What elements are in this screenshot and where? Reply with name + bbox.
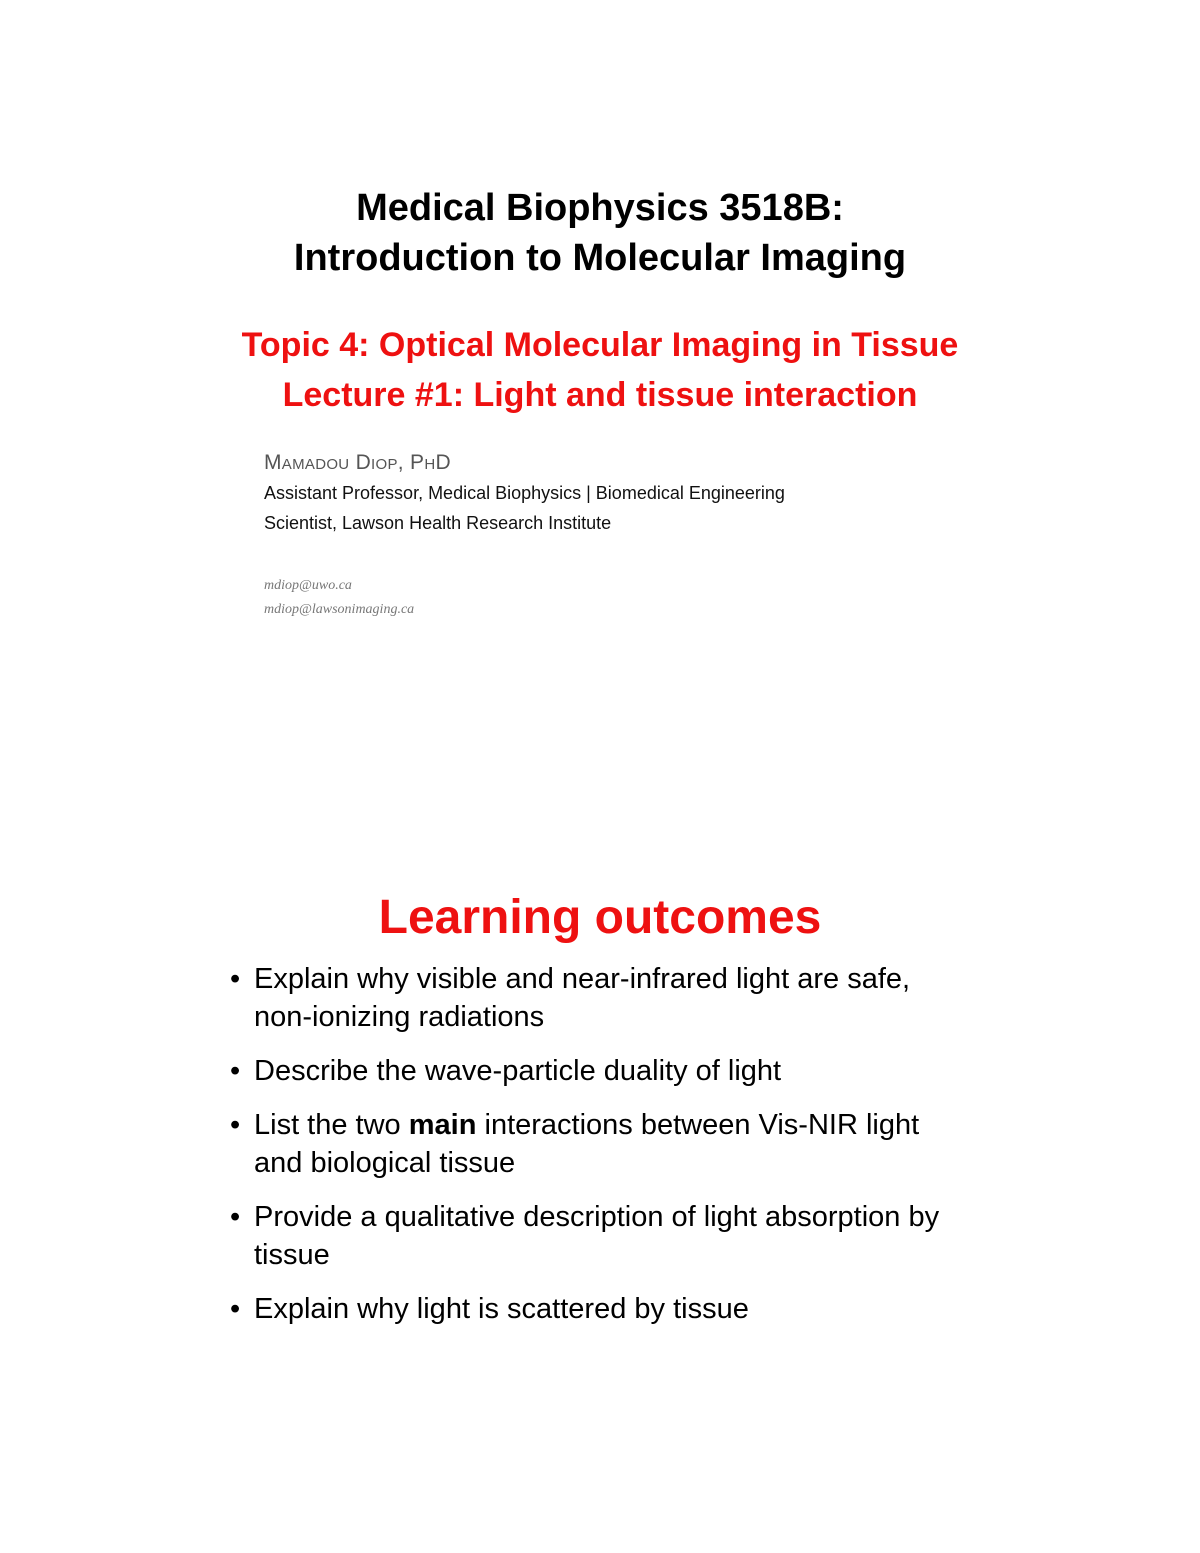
email-list bbox=[264, 574, 1064, 622]
bullet-glyph: • bbox=[230, 1109, 241, 1141]
course-title-line-2: Introduction to Molecular Imaging bbox=[293, 237, 907, 279]
outcome-item bbox=[228, 1106, 948, 1182]
outcome-text: Explain why light is scattered by tissue bbox=[254, 1293, 749, 1325]
outcome-text: Describe the wave-particle duality of light bbox=[254, 1055, 782, 1087]
outcome-item bbox=[228, 1290, 948, 1328]
author-block bbox=[264, 448, 1064, 622]
learning-outcomes-slide bbox=[0, 760, 1200, 1553]
email-2[interactable]: mdiop@lawsonimaging.ca bbox=[264, 602, 415, 617]
bullet-glyph: • bbox=[230, 963, 241, 995]
title-slide bbox=[0, 0, 1200, 760]
author-name: Mamadou Diop, PhD bbox=[264, 451, 451, 474]
lecture-line: Lecture #1: Light and tissue interaction bbox=[282, 376, 918, 414]
bullet-glyph: • bbox=[230, 1293, 241, 1325]
outcome-item bbox=[228, 1052, 948, 1090]
outcomes-heading: Learning outcomes bbox=[378, 891, 822, 944]
lecture-title bbox=[0, 320, 1200, 420]
outcome-text-tail: interactions between Vis-NIR light and biological tissue bbox=[254, 1109, 920, 1179]
email-1[interactable]: mdiop@uwo.ca bbox=[264, 578, 352, 593]
bullet-glyph: • bbox=[230, 1055, 241, 1087]
outcomes-list bbox=[228, 960, 948, 1344]
topic-line: Topic 4: Optical Molecular Imaging in Tissue bbox=[241, 326, 959, 364]
affiliation-line-2: Scientist, Lawson Health Research Institute bbox=[264, 513, 612, 533]
outcome-emphasis: main bbox=[408, 1109, 477, 1141]
course-title-line-1: Medical Biophysics 3518B: bbox=[356, 187, 844, 229]
outcome-item bbox=[228, 1198, 948, 1274]
outcome-text: Explain why visible and near-infrared light are safe, non-ionizing radiations bbox=[254, 963, 911, 1033]
outcome-text: List the two bbox=[254, 1109, 409, 1141]
affiliation-line-1: Assistant Professor, Medical Biophysics | Biomedical Engineering bbox=[264, 483, 785, 503]
outcome-text: Provide a qualitative description of light absorption by tissue bbox=[254, 1201, 940, 1271]
bullet-glyph: • bbox=[230, 1201, 241, 1233]
outcome-item bbox=[228, 960, 948, 1036]
course-title bbox=[0, 183, 1200, 283]
